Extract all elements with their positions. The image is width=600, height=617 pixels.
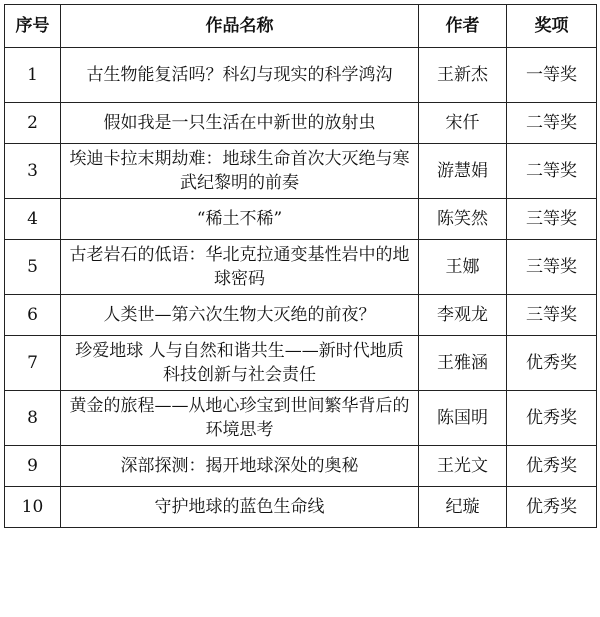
award-level: 优秀奖 <box>507 336 597 391</box>
author-name: 王光文 <box>419 446 507 487</box>
work-title: 人类世—第六次生物大灭绝的前夜？ <box>61 295 419 336</box>
table-row <box>5 487 597 528</box>
table-row <box>5 144 597 199</box>
row-number: 8 <box>5 391 61 446</box>
table-row <box>5 199 597 240</box>
table-header-row <box>5 5 597 48</box>
row-number: 6 <box>5 295 61 336</box>
table-row <box>5 336 597 391</box>
award-level: 优秀奖 <box>507 446 597 487</box>
table-row <box>5 103 597 144</box>
award-level: 二等奖 <box>507 103 597 144</box>
author-name: 王娜 <box>419 240 507 295</box>
award-level: 一等奖 <box>507 48 597 103</box>
work-title: 埃迪卡拉末期劫难：地球生命首次大灭绝与寒武纪黎明的前奏 <box>61 144 419 199</box>
header-work-title: 作品名称 <box>61 5 419 48</box>
author-name: 陈笑然 <box>419 199 507 240</box>
row-number: 2 <box>5 103 61 144</box>
author-name: 纪璇 <box>419 487 507 528</box>
author-name: 王雅涵 <box>419 336 507 391</box>
work-title: 守护地球的蓝色生命线 <box>61 487 419 528</box>
work-title: 深部探测：揭开地球深处的奥秘 <box>61 446 419 487</box>
row-number: 9 <box>5 446 61 487</box>
row-number: 7 <box>5 336 61 391</box>
table-row <box>5 295 597 336</box>
author-name: 游慧娟 <box>419 144 507 199</box>
author-name: 宋仟 <box>419 103 507 144</box>
row-number: 4 <box>5 199 61 240</box>
award-level: 优秀奖 <box>507 487 597 528</box>
award-level: 优秀奖 <box>507 391 597 446</box>
author-name: 王新杰 <box>419 48 507 103</box>
work-title: 古老岩石的低语：华北克拉通变基性岩中的地球密码 <box>61 240 419 295</box>
work-title: “稀土不稀” <box>61 199 419 240</box>
table-row <box>5 48 597 103</box>
work-title: 古生物能复活吗？科幻与现实的科学鸿沟 <box>61 48 419 103</box>
award-level: 二等奖 <box>507 144 597 199</box>
row-number: 3 <box>5 144 61 199</box>
header-serial-number: 序号 <box>5 5 61 48</box>
awards-table <box>4 4 597 528</box>
author-name: 李观龙 <box>419 295 507 336</box>
award-level: 三等奖 <box>507 199 597 240</box>
work-title: 珍爱地球 人与自然和谐共生——新时代地质科技创新与社会责任 <box>61 336 419 391</box>
header-award: 奖项 <box>507 5 597 48</box>
work-title: 假如我是一只生活在中新世的放射虫 <box>61 103 419 144</box>
table-row <box>5 446 597 487</box>
work-title: 黄金的旅程——从地心珍宝到世间繁华背后的环境思考 <box>61 391 419 446</box>
table-row <box>5 391 597 446</box>
author-name: 陈国明 <box>419 391 507 446</box>
row-number: 5 <box>5 240 61 295</box>
header-author: 作者 <box>419 5 507 48</box>
award-level: 三等奖 <box>507 295 597 336</box>
row-number: 1 <box>5 48 61 103</box>
award-level: 三等奖 <box>507 240 597 295</box>
row-number: 10 <box>5 487 61 528</box>
table-row <box>5 240 597 295</box>
